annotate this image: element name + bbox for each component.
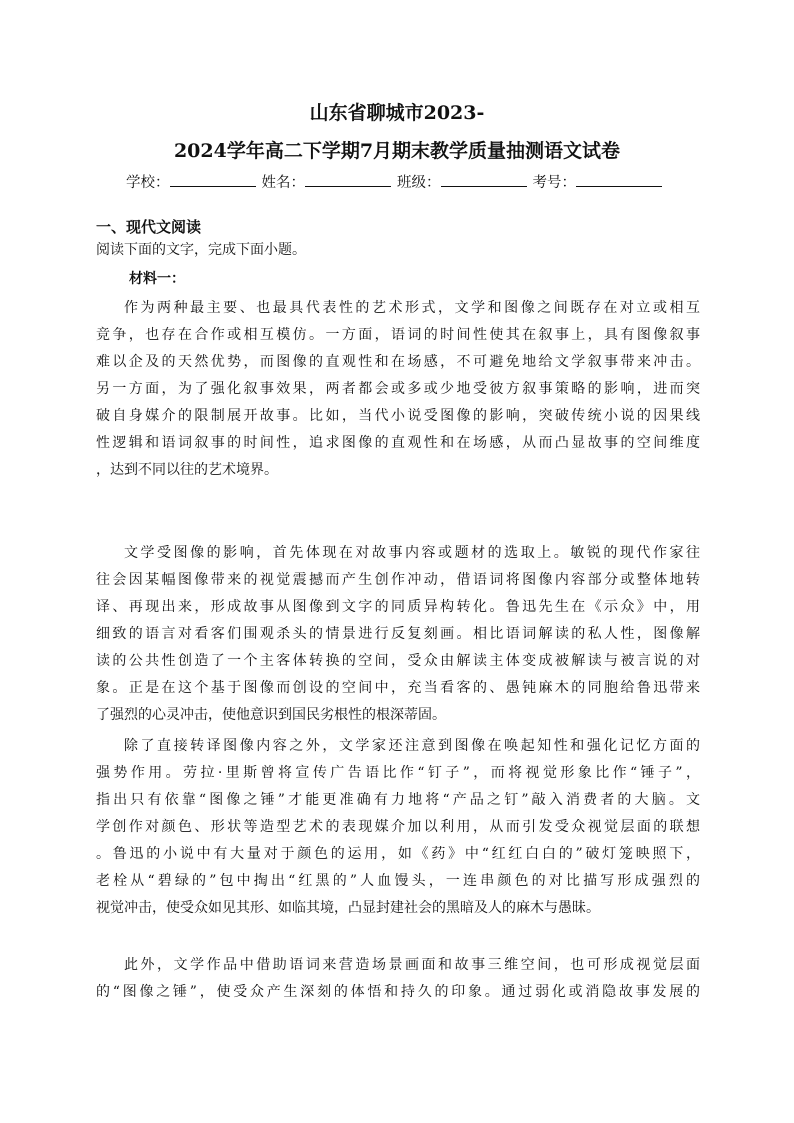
material-label: 材料一：	[129, 271, 185, 287]
reading-instruction: 阅读下面的文字，完成下面小题。	[96, 242, 306, 258]
paragraph-1	[96, 295, 700, 484]
paragraph-line: 除了直接转译图像内容之外，文学家还注意到图像在唤起知性和强化记忆方面的	[124, 738, 700, 754]
paragraph-line: 另一方面，为了强化叙事效果，两者都会或多或少地受彼方叙事策略的影响，进而突	[96, 381, 700, 397]
paragraph-2	[96, 540, 700, 729]
paragraph-line: 往会因某幅图像带来的视觉震撼而产生创作冲动，借语词将图像内容部分或整体地转	[96, 572, 700, 588]
paragraph-line: 译、再现出来，形成故事从图像到文字的同质异构转化。鲁迅先生在《示众》中，用	[96, 599, 700, 615]
paragraph-4	[96, 952, 700, 1006]
paragraph-line: 老栓从“碧绿的”包中掏出“红黑的”人血馒头，一连串颜色的对比描写形成强烈的	[96, 873, 700, 889]
class-blank[interactable]	[441, 171, 527, 187]
paragraph-line: 作为两种最主要、也最具代表性的艺术形式，文学和图像之间既存在对立或相互	[124, 300, 700, 316]
paragraph-line: 了强烈的心灵冲击，使他意识到国民劣根性的根深蒂固。	[96, 707, 446, 723]
name-label: 姓名：	[261, 175, 305, 191]
paragraph-3	[96, 733, 700, 922]
paragraph-line: 视觉冲击，使受众如见其形、如临其境，凸显封建社会的黑暗及人的麻木与愚昧。	[96, 900, 600, 916]
school-blank[interactable]	[170, 171, 256, 187]
paragraph-line: 性逻辑和语词叙事的时间性，追求图像的直观性和在场感，从而凸显故事的空间维度	[96, 435, 700, 451]
class-label: 班级：	[397, 175, 441, 191]
paragraph-line: 此外，文学作品中借助语词来营造场景画面和故事三维空间，也可形成视觉层面	[124, 957, 700, 973]
exam-no-blank[interactable]	[576, 171, 662, 187]
exam-no-label: 考号：	[532, 175, 576, 191]
paragraph-line: 细致的语言对看客们围观杀头的情景进行反复刻画。相比语词解读的私人性，图像解	[96, 626, 700, 642]
paragraph-line: 破自身媒介的限制展开故事。比如，当代小说受图像的影响，突破传统小说的因果线	[96, 408, 700, 424]
paragraph-line: 竞争，也存在合作或相互模仿。一方面，语词的时间性使其在叙事上，具有图像叙事	[96, 327, 700, 343]
section-heading: 一、现代文阅读	[96, 218, 202, 236]
exam-title-line-2: 2024学年高二下学期7月期末教学质量抽测语文试卷	[173, 140, 621, 162]
paragraph-line: 文学受图像的影响，首先体现在对故事内容或题材的选取上。敏锐的现代作家往	[124, 545, 700, 561]
paragraph-line: 读的公共性创造了一个主客体转换的空间，受众由解读主体变成被解读与被言说的对	[96, 653, 700, 669]
paragraph-line: 指出只有依靠“图像之锤”才能更准确有力地将“产品之钉”敲入消费者的大脑。文	[96, 792, 700, 808]
paragraph-line: 强势作用。劳拉·里斯曾将宣传广告语比作“钉子”，而将视觉形象比作“锤子”，	[96, 765, 700, 781]
paragraph-line: 学创作对颜色、形状等造型艺术的表现媒介加以利用，从而引发受众视觉层面的联想	[96, 819, 700, 835]
paragraph-line: ，达到不同以往的艺术境界。	[96, 462, 278, 478]
paragraph-line: 。鲁迅的小说中有大量对于颜色的运用，如《药》中“红红白白的”破灯笼映照下，	[96, 846, 700, 862]
school-label: 学校：	[126, 175, 170, 191]
paragraph-line: 象。正是在这个基于图像而创设的空间中，充当看客的、愚钝麻木的同胞给鲁迅带来	[96, 680, 700, 696]
paragraph-line: 的“图像之锤”，使受众产生深刻的体悟和持久的印象。通过弱化或消隐故事发展的	[96, 984, 700, 1000]
name-blank[interactable]	[305, 171, 391, 187]
student-info-line	[100, 171, 694, 193]
exam-title-line-1: 山东省聊城市2023-	[309, 102, 485, 124]
paragraph-line: 难以企及的天然优势，而图像的直观性和在场感，不可避免地给文学叙事带来冲击。	[96, 354, 700, 370]
